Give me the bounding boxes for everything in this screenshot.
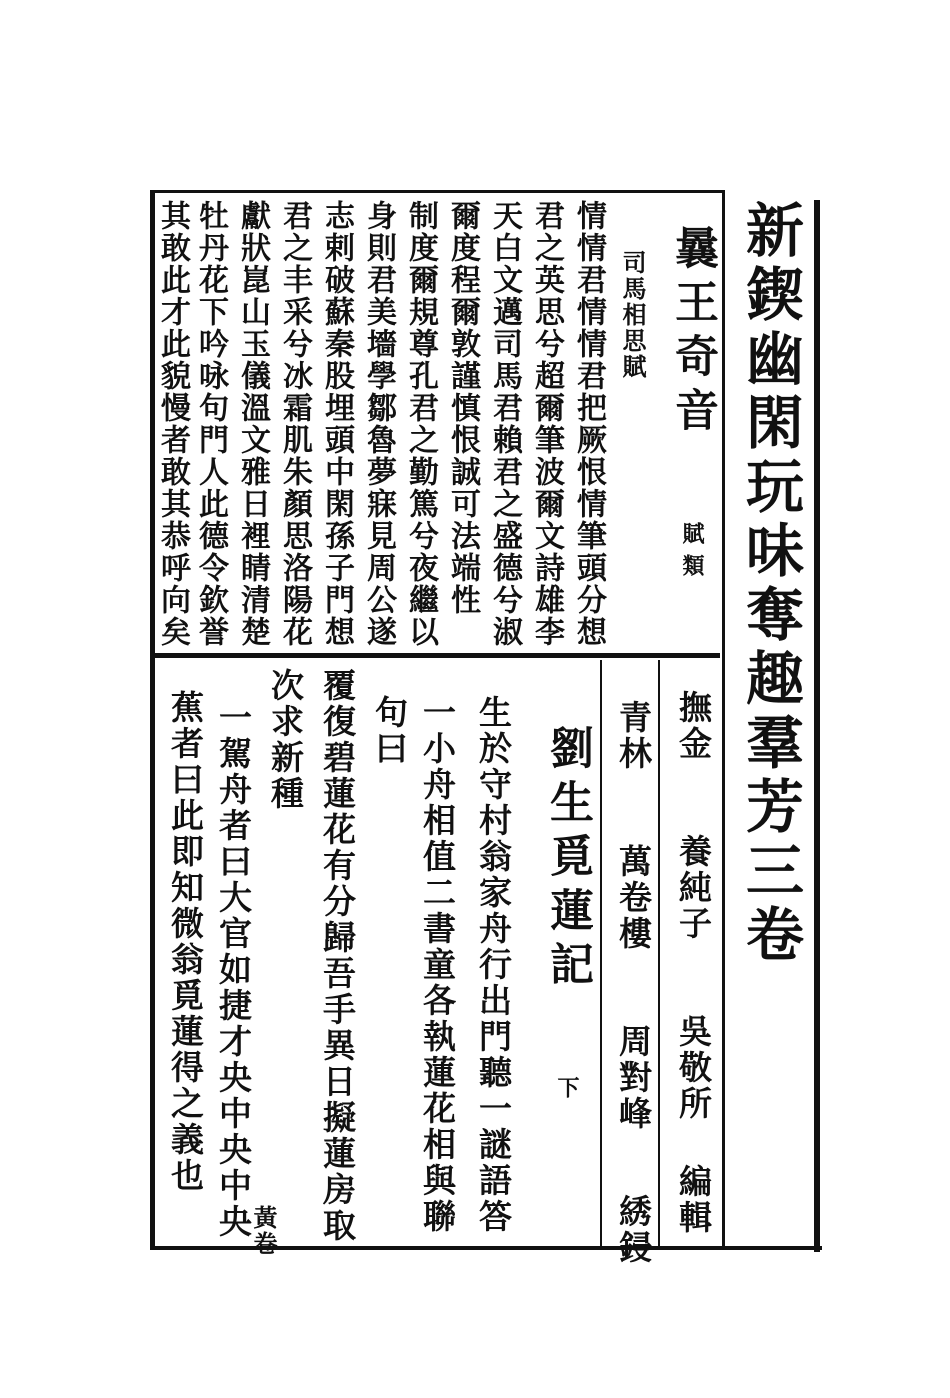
editor-1-role: 編輯	[674, 1164, 713, 1236]
story-line-8: 黃卷	[249, 1205, 278, 1257]
upper-line-2: 君之英思兮超爾筆波爾文詩雄李	[529, 200, 564, 648]
story-line-2: 一小舟相值二書童各執蓮花相與聯	[418, 695, 457, 1235]
editor-1-place: 撫金	[674, 690, 713, 762]
story-line-5: 次求新種	[266, 668, 305, 812]
upper-line-10: 牡丹花下吟咏句門人此德令欽誉	[193, 200, 228, 648]
upper-line-9: 獻狀崑山玉儀溫文雅日裡睛清楚	[235, 200, 270, 648]
editor-1-person: 吳敬所	[674, 1014, 713, 1122]
piece-title: 司馬相思賦	[618, 250, 647, 380]
right-border	[814, 200, 820, 1252]
editor-2-role: 綉鋟	[614, 1194, 653, 1266]
upper-line-4: 爾度程爾敦謹慎恨誠可法端性	[445, 200, 480, 616]
editor-line-2	[610, 700, 657, 1266]
upper-line-5: 制度爾規尊孔君之勤篤兮夜繼以	[403, 200, 438, 648]
editor-2-name: 萬卷樓	[614, 844, 653, 952]
upper-line-8: 君之丰采兮冰霜肌朱顏思洛陽花	[277, 200, 312, 648]
story-volume: 下	[554, 1076, 580, 1108]
editor-2-place: 青林	[614, 700, 653, 772]
upper-line-11: 其敢此才此貌慢者敢其恭呼向矣	[155, 200, 190, 648]
story-title-rule	[600, 660, 602, 1250]
story-line-3: 句曰	[370, 695, 409, 767]
story-title	[535, 725, 599, 1245]
section-title	[660, 225, 724, 645]
editor-column-rule	[658, 660, 660, 1250]
upper-line-7: 志剌破蘇秦股埋頭中閑孫子門想	[319, 200, 354, 648]
editor-2-person: 周對峰	[614, 1024, 653, 1132]
section-title-text: 曩王奇音	[667, 225, 718, 441]
story-line-1: 生於守村翁家舟行出門聽一謎語答	[474, 695, 513, 1235]
story-line-4: 覆復碧蓮花有分歸吾手異日擬蓮房取	[318, 668, 357, 1244]
upper-line-3: 天白文邁司馬君賴君之盛德兮淑	[487, 200, 522, 648]
story-line-7: 蕉者曰此即知微翁覓蓮得之義也	[166, 690, 205, 1194]
upper-line-6: 身則君美墻學鄒魯夢寐見周公遂	[361, 200, 396, 648]
upper-line-1: 情情君情情君把厥恨情筆頭分想	[571, 200, 606, 648]
editor-1-name: 養純子	[674, 834, 713, 942]
story-line-6: 一駕舟者曰大官如捷才央中央中央	[214, 700, 253, 1240]
top-border	[150, 190, 725, 193]
editor-line-1	[670, 690, 717, 1250]
book-title: 新鍥幽閑玩味奪趣羣芳三卷	[736, 200, 804, 968]
section-tag: 賦類	[679, 522, 705, 586]
story-title-text: 劉生覓蓮記	[542, 725, 593, 995]
